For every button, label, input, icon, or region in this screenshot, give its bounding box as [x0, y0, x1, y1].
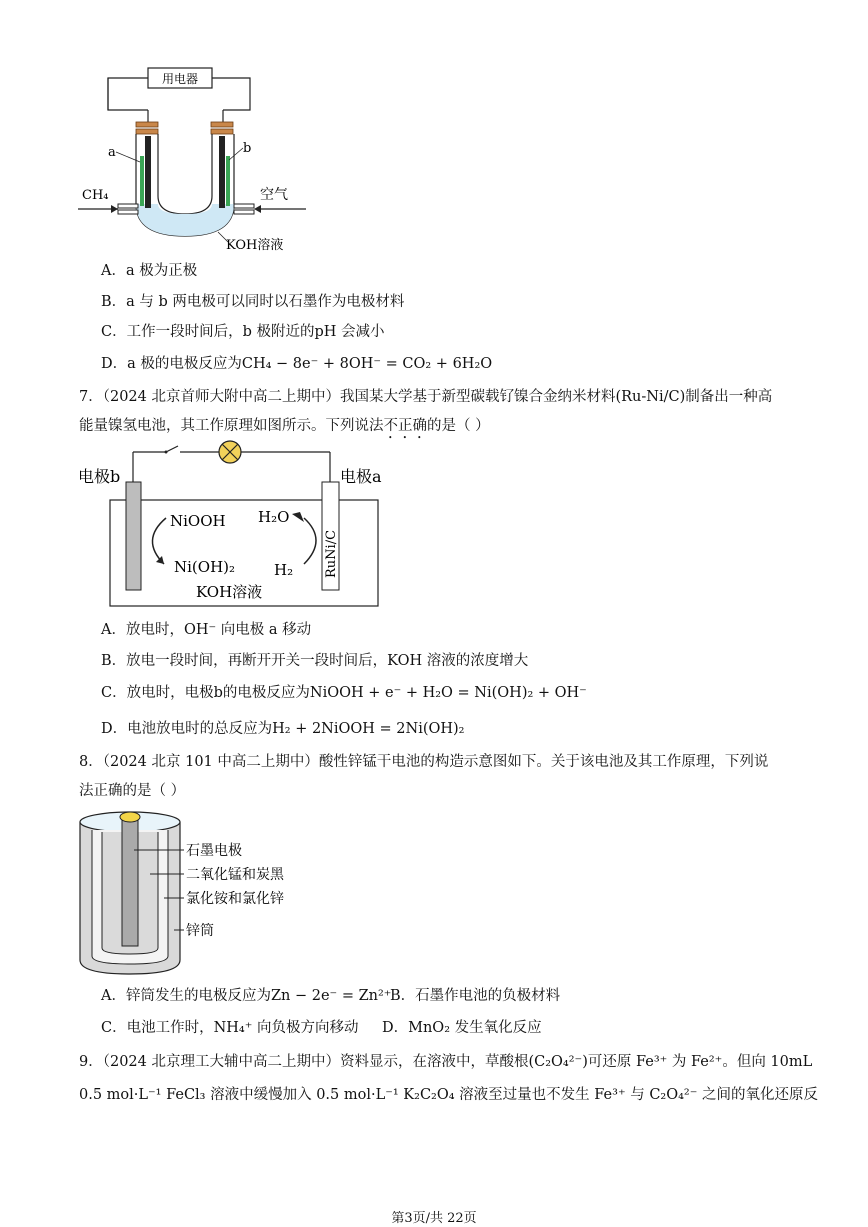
ch4-label: CH₄	[82, 188, 109, 203]
q9-line2: 0.5 mol·L⁻¹ FeCl₃ 溶液中缓慢加入 0.5 mol·L⁻¹ K₂C₂O₄ 溶液至过量也不发生 Fe³⁺ 与 C₂O₄²⁻ 之间的氧化还原反	[79, 1087, 818, 1103]
electrode-a-label: a	[108, 145, 116, 160]
dry-cell-diagram	[76, 808, 308, 976]
air-label: 空气	[260, 187, 288, 203]
q7-option-b[interactable]: B．放电一段时间，再断开开关一段时间后，KOH 溶液的浓度增大	[101, 653, 529, 669]
graphite-label: 石墨电极	[186, 843, 242, 859]
fuel-cell-diagram	[78, 64, 308, 256]
q7-stem-line2: 能量镍氢电池，其工作原理如图所示。下列说法不正确的是（ ）	[79, 418, 490, 434]
zinc-can-label: 锌筒	[186, 923, 214, 939]
q7-stem-line1: 7．（2024 北京首师大附中高二上期中）我国某大学基于新型碳载钌镍合金纳米材料(Ru-Ni/C)制备出一种高	[79, 389, 773, 405]
q8-option-d[interactable]: D．MnO₂ 发生氧化反应	[382, 1020, 542, 1036]
electrode-b-label: b	[243, 141, 252, 156]
q6-option-a[interactable]: A．a 极为正极	[101, 263, 198, 279]
q8-option-c[interactable]: C．电池工作时，NH₄⁺ 向负极方向移动	[101, 1020, 359, 1036]
page-footer: 第3页/共 22页	[391, 1211, 477, 1226]
mno2-label: 二氧化锰和炭黑	[186, 867, 284, 883]
niooh-label: NiOOH	[170, 512, 226, 530]
nh4cl-label: 氯化铵和氯化锌	[186, 891, 284, 907]
q8-option-b[interactable]: B．石墨作电池的负极材料	[390, 988, 561, 1004]
q7-option-c[interactable]: C．放电时，电极b的电极反应为NiOOH + e⁻ + H₂O = Ni(OH)₂ + OH⁻	[101, 685, 587, 701]
q7-emphasis: 不正确	[383, 418, 427, 434]
q7-option-d[interactable]: D．电池放电时的总反应为H₂ + 2NiOOH = 2Ni(OH)₂	[101, 721, 465, 737]
device-label: 用电器	[161, 72, 199, 86]
q9-line1: 9．（2024 北京理工大辅中高二上期中）资料显示，在溶液中，草酸根(C₂O₄²⁻)可还原 Fe³⁺ 为 Fe²⁺。但向 10mL	[79, 1054, 813, 1070]
q8-option-a[interactable]: A．锌筒发生的电极反应为Zn − 2e⁻ = Zn²⁺	[101, 988, 392, 1004]
nih-battery-diagram	[78, 440, 398, 610]
nioh2-label: Ni(OH)₂	[174, 558, 236, 576]
q6-option-d[interactable]: D．a 极的电极反应为CH₄ − 8e⁻ + 8OH⁻ = CO₂ + 6H₂O	[101, 356, 493, 372]
runic-label: RuNi/C	[324, 529, 339, 578]
electrode-b-text: 电极b	[78, 467, 121, 486]
q8-stem-line2: 法正确的是（ ）	[79, 783, 186, 799]
koh-label-1: KOH溶液	[226, 238, 284, 253]
koh-label-2: KOH溶液	[196, 583, 263, 601]
q6-option-c[interactable]: C．工作一段时间后，b 极附近的pH 会减小	[101, 324, 385, 340]
q7-option-a[interactable]: A．放电时，OH⁻ 向电极 a 移动	[101, 622, 312, 638]
q8-stem-line1: 8．（2024 北京 101 中高二上期中）酸性锌锰干电池的构造示意图如下。关于该电池及其工作原理，下列说	[79, 754, 769, 770]
h2-label: H₂	[274, 561, 294, 579]
q6-option-b[interactable]: B．a 与 b 两电极可以同时以石墨作为电极材料	[101, 294, 405, 310]
electrode-a-text: 电极a	[340, 467, 382, 486]
h2o-label: H₂O	[258, 508, 290, 526]
